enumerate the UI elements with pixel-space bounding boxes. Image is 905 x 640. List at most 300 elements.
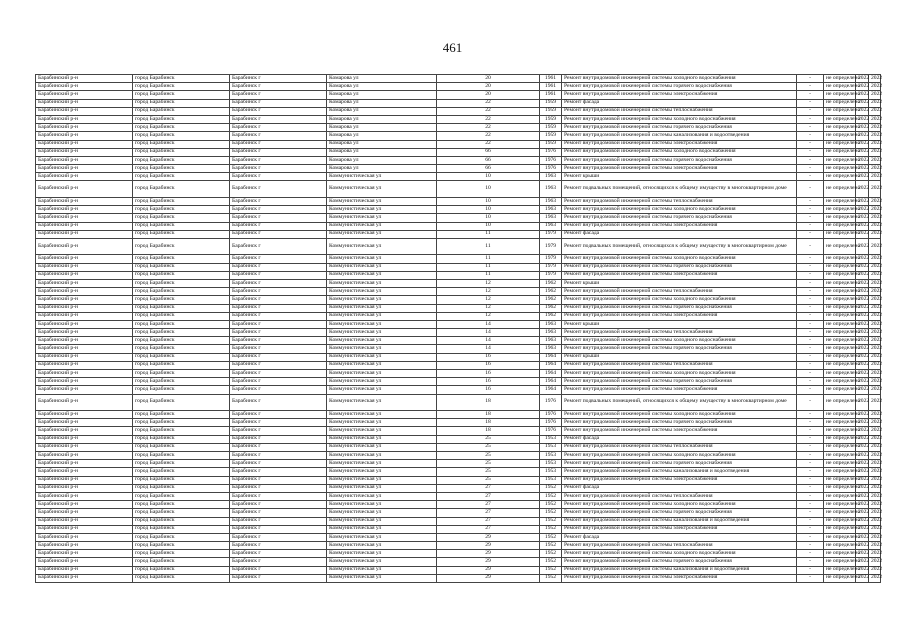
house-number-cell: 25 <box>437 443 540 451</box>
street-cell: Коммунистическая ул <box>327 181 437 198</box>
house-number-cell: 22 <box>437 140 540 148</box>
dash-cell: - <box>797 99 824 107</box>
work-type-cell: Ремонт внутридомовой инженерной системы горячего водоснабжения <box>562 124 797 132</box>
year-built-cell: 1961 <box>540 83 562 91</box>
settlement-cell: Барабинск г <box>230 492 327 500</box>
start-year-cell: 2022 <box>856 115 869 123</box>
settlement-cell: Барабинск г <box>230 288 327 296</box>
district-cell: Барабинский р-н <box>36 468 133 476</box>
settlement-cell: Барабинск г <box>230 173 327 181</box>
district-cell: Барабинский р-н <box>36 484 133 492</box>
end-year-cell: 2022 <box>869 124 881 132</box>
year-built-cell: 1963 <box>540 337 562 345</box>
street-cell: Коммунистическая ул <box>327 452 437 460</box>
house-number-cell: 10 <box>437 197 540 205</box>
end-year-cell: 2022 <box>869 214 881 222</box>
work-type-cell: Ремонт крыши <box>562 279 797 287</box>
district-cell: Барабинский р-н <box>36 427 133 435</box>
dash-cell: - <box>797 550 824 558</box>
house-number-cell: 29 <box>437 542 540 550</box>
district-cell: Барабинский р-н <box>36 304 133 312</box>
start-year-cell: 2022 <box>856 279 869 287</box>
dash-cell: - <box>797 288 824 296</box>
house-number-cell: 27 <box>437 492 540 500</box>
district-cell: Барабинский р-н <box>36 156 133 164</box>
work-type-cell: Ремонт внутридомовой инженерной системы электроснабжения <box>562 574 797 582</box>
cost-cell: не определено <box>824 75 856 83</box>
end-year-cell: 2022 <box>869 296 881 304</box>
street-cell: Коммунистическая ул <box>327 337 437 345</box>
cost-cell: не определено <box>824 320 856 328</box>
dash-cell: - <box>797 484 824 492</box>
street-cell: Комарова ул <box>327 124 437 132</box>
settlement-cell: Барабинск г <box>230 255 327 263</box>
municipality-cell: город Барабинск <box>133 124 230 132</box>
municipality-cell: город Барабинск <box>133 197 230 205</box>
street-cell: Комарова ул <box>327 91 437 99</box>
dash-cell: - <box>797 353 824 361</box>
district-cell: Барабинский р-н <box>36 460 133 468</box>
end-year-cell: 2022 <box>869 533 881 541</box>
street-cell: Коммунистическая ул <box>327 238 437 255</box>
cost-cell: не определено <box>824 197 856 205</box>
settlement-cell: Барабинск г <box>230 566 327 574</box>
settlement-cell: Барабинск г <box>230 107 327 115</box>
street-cell: Коммунистическая ул <box>327 492 437 500</box>
settlement-cell: Барабинск г <box>230 509 327 517</box>
municipality-cell: город Барабинск <box>133 427 230 435</box>
table-row <box>36 452 881 460</box>
end-year-cell: 2022 <box>869 337 881 345</box>
house-number-cell: 27 <box>437 509 540 517</box>
end-year-cell: 2022 <box>869 361 881 369</box>
start-year-cell: 2022 <box>856 99 869 107</box>
house-number-cell: 14 <box>437 329 540 337</box>
start-year-cell: 2022 <box>856 427 869 435</box>
district-cell: Барабинский р-н <box>36 107 133 115</box>
district-cell: Барабинский р-н <box>36 255 133 263</box>
house-number-cell: 27 <box>437 517 540 525</box>
table-row <box>36 550 881 558</box>
district-cell: Барабинский р-н <box>36 148 133 156</box>
end-year-cell: 2022 <box>869 173 881 181</box>
municipality-cell: город Барабинск <box>133 550 230 558</box>
year-built-cell: 1952 <box>540 484 562 492</box>
cost-cell: не определено <box>824 550 856 558</box>
settlement-cell: Барабинск г <box>230 83 327 91</box>
house-number-cell: 25 <box>437 460 540 468</box>
settlement-cell: Барабинск г <box>230 443 327 451</box>
dash-cell: - <box>797 394 824 411</box>
start-year-cell: 2022 <box>856 312 869 320</box>
table-row <box>36 304 881 312</box>
cost-cell: не определено <box>824 394 856 411</box>
dash-cell: - <box>797 460 824 468</box>
district-cell: Барабинский р-н <box>36 501 133 509</box>
settlement-cell: Барабинск г <box>230 337 327 345</box>
house-number-cell: 27 <box>437 501 540 509</box>
house-number-cell: 10 <box>437 173 540 181</box>
year-built-cell: 1952 <box>540 558 562 566</box>
municipality-cell: город Барабинск <box>133 468 230 476</box>
start-year-cell: 2022 <box>856 542 869 550</box>
year-built-cell: 1959 <box>540 107 562 115</box>
settlement-cell: Барабинск г <box>230 501 327 509</box>
municipality-cell: город Барабинск <box>133 296 230 304</box>
dash-cell: - <box>797 222 824 230</box>
district-cell: Барабинский р-н <box>36 337 133 345</box>
year-built-cell: 1952 <box>540 542 562 550</box>
street-cell: Коммунистическая ул <box>327 345 437 353</box>
table-row <box>36 542 881 550</box>
table-row <box>36 91 881 99</box>
street-cell: Комарова ул <box>327 165 437 173</box>
house-number-cell: 25 <box>437 476 540 484</box>
start-year-cell: 2022 <box>856 386 869 394</box>
end-year-cell: 2022 <box>869 460 881 468</box>
work-type-cell: Ремонт внутридомовой инженерной системы холодного водоснабжения <box>562 337 797 345</box>
table-body <box>36 75 881 583</box>
settlement-cell: Барабинск г <box>230 345 327 353</box>
district-cell: Барабинский р-н <box>36 492 133 500</box>
street-cell: Коммунистическая ул <box>327 222 437 230</box>
start-year-cell: 2022 <box>856 435 869 443</box>
start-year-cell: 2022 <box>856 222 869 230</box>
work-type-cell: Ремонт внутридомовой инженерной системы теплоснабжения <box>562 329 797 337</box>
work-type-cell: Ремонт внутридомовой инженерной системы горячего водоснабжения <box>562 214 797 222</box>
start-year-cell: 2022 <box>856 329 869 337</box>
street-cell: Коммунистическая ул <box>327 484 437 492</box>
house-number-cell: 14 <box>437 320 540 328</box>
work-type-cell: Ремонт внутридомовой инженерной системы теплоснабжения <box>562 288 797 296</box>
start-year-cell: 2022 <box>856 173 869 181</box>
start-year-cell: 2022 <box>856 165 869 173</box>
table-row <box>36 181 881 198</box>
cost-cell: не определено <box>824 173 856 181</box>
work-type-cell: Ремонт внутридомовой инженерной системы горячего водоснабжения <box>562 509 797 517</box>
district-cell: Барабинский р-н <box>36 214 133 222</box>
start-year-cell: 2022 <box>856 525 869 533</box>
municipality-cell: город Барабинск <box>133 443 230 451</box>
cost-cell: не определено <box>824 443 856 451</box>
table-row <box>36 140 881 148</box>
district-cell: Барабинский р-н <box>36 386 133 394</box>
end-year-cell: 2022 <box>869 501 881 509</box>
cost-cell: не определено <box>824 337 856 345</box>
municipality-cell: город Барабинск <box>133 132 230 140</box>
work-type-cell: Ремонт внутридомовой инженерной системы холодного водоснабжения <box>562 452 797 460</box>
district-cell: Барабинский р-н <box>36 206 133 214</box>
work-type-cell: Ремонт внутридомовой инженерной системы холодного водоснабжения <box>562 501 797 509</box>
year-built-cell: 1953 <box>540 460 562 468</box>
table-row <box>36 115 881 123</box>
house-number-cell: 16 <box>437 361 540 369</box>
street-cell: Коммунистическая ул <box>327 386 437 394</box>
municipality-cell: город Барабинск <box>133 83 230 91</box>
settlement-cell: Барабинск г <box>230 91 327 99</box>
dash-cell: - <box>797 91 824 99</box>
municipality-cell: город Барабинск <box>133 558 230 566</box>
settlement-cell: Барабинск г <box>230 452 327 460</box>
start-year-cell: 2022 <box>856 492 869 500</box>
table-row <box>36 238 881 255</box>
dash-cell: - <box>797 427 824 435</box>
end-year-cell: 2022 <box>869 83 881 91</box>
start-year-cell: 2022 <box>856 288 869 296</box>
cost-cell: не определено <box>824 460 856 468</box>
cost-cell: не определено <box>824 427 856 435</box>
table-row <box>36 361 881 369</box>
cost-cell: не определено <box>824 288 856 296</box>
house-number-cell: 66 <box>437 165 540 173</box>
cost-cell: не определено <box>824 361 856 369</box>
cost-cell: не определено <box>824 165 856 173</box>
year-built-cell: 1959 <box>540 140 562 148</box>
district-cell: Барабинский р-н <box>36 263 133 271</box>
cost-cell: не определено <box>824 419 856 427</box>
municipality-cell: город Барабинск <box>133 378 230 386</box>
street-cell: Коммунистическая ул <box>327 361 437 369</box>
settlement-cell: Барабинск г <box>230 124 327 132</box>
settlement-cell: Барабинск г <box>230 214 327 222</box>
year-built-cell: 1964 <box>540 361 562 369</box>
work-type-cell: Ремонт внутридомовой инженерной системы канализования и водоотведения <box>562 468 797 476</box>
start-year-cell: 2022 <box>856 566 869 574</box>
dash-cell: - <box>797 132 824 140</box>
end-year-cell: 2022 <box>869 329 881 337</box>
dash-cell: - <box>797 271 824 279</box>
house-number-cell: 22 <box>437 124 540 132</box>
start-year-cell: 2022 <box>856 181 869 198</box>
cost-cell: не определено <box>824 115 856 123</box>
table-row <box>36 124 881 132</box>
year-built-cell: 1976 <box>540 419 562 427</box>
dash-cell: - <box>797 337 824 345</box>
municipality-cell: город Барабинск <box>133 107 230 115</box>
settlement-cell: Барабинск г <box>230 550 327 558</box>
settlement-cell: Барабинск г <box>230 279 327 287</box>
house-number-cell: 10 <box>437 222 540 230</box>
settlement-cell: Барабинск г <box>230 394 327 411</box>
cost-cell: не определено <box>824 345 856 353</box>
street-cell: Коммунистическая ул <box>327 370 437 378</box>
dash-cell: - <box>797 542 824 550</box>
dash-cell: - <box>797 501 824 509</box>
work-type-cell: Ремонт внутридомовой инженерной системы холодного водоснабжения <box>562 255 797 263</box>
district-cell: Барабинский р-н <box>36 165 133 173</box>
end-year-cell: 2022 <box>869 525 881 533</box>
year-built-cell: 1979 <box>540 230 562 238</box>
year-built-cell: 1962 <box>540 304 562 312</box>
house-number-cell: 18 <box>437 394 540 411</box>
dash-cell: - <box>797 370 824 378</box>
start-year-cell: 2022 <box>856 558 869 566</box>
work-type-cell: Ремонт внутридомовой инженерной системы электроснабжения <box>562 525 797 533</box>
start-year-cell: 2022 <box>856 394 869 411</box>
table-row <box>36 148 881 156</box>
year-built-cell: 1952 <box>540 517 562 525</box>
cost-cell: не определено <box>824 574 856 582</box>
settlement-cell: Барабинск г <box>230 468 327 476</box>
work-type-cell: Ремонт внутридомовой инженерной системы горячего водоснабжения <box>562 263 797 271</box>
table-row <box>36 156 881 164</box>
street-cell: Коммунистическая ул <box>327 476 437 484</box>
cost-cell: не определено <box>824 386 856 394</box>
house-number-cell: 11 <box>437 230 540 238</box>
house-number-cell: 12 <box>437 279 540 287</box>
work-type-cell: Ремонт подвальных помещений, относящихся к общему имуществу в многоквартирном доме <box>562 394 797 411</box>
settlement-cell: Барабинск г <box>230 132 327 140</box>
house-number-cell: 25 <box>437 468 540 476</box>
house-number-cell: 10 <box>437 206 540 214</box>
district-cell: Барабинский р-н <box>36 296 133 304</box>
year-built-cell: 1952 <box>540 525 562 533</box>
street-cell: Коммунистическая ул <box>327 509 437 517</box>
start-year-cell: 2022 <box>856 370 869 378</box>
end-year-cell: 2022 <box>869 443 881 451</box>
house-number-cell: 25 <box>437 452 540 460</box>
work-type-cell: Ремонт подвальных помещений, относящихся к общему имуществу в многоквартирном доме <box>562 181 797 198</box>
year-built-cell: 1953 <box>540 468 562 476</box>
work-type-cell: Ремонт внутридомовой инженерной системы холодного водоснабжения <box>562 411 797 419</box>
municipality-cell: город Барабинск <box>133 435 230 443</box>
street-cell: Коммунистическая ул <box>327 435 437 443</box>
table-row <box>36 525 881 533</box>
cost-cell: не определено <box>824 484 856 492</box>
municipality-cell: город Барабинск <box>133 91 230 99</box>
start-year-cell: 2022 <box>856 468 869 476</box>
work-type-cell: Ремонт внутридомовой инженерной системы теплоснабжения <box>562 443 797 451</box>
house-number-cell: 18 <box>437 419 540 427</box>
settlement-cell: Барабинск г <box>230 263 327 271</box>
dash-cell: - <box>797 517 824 525</box>
district-cell: Барабинский р-н <box>36 312 133 320</box>
house-number-cell: 12 <box>437 312 540 320</box>
municipality-cell: город Барабинск <box>133 312 230 320</box>
settlement-cell: Барабинск г <box>230 238 327 255</box>
end-year-cell: 2022 <box>869 107 881 115</box>
street-cell: Коммунистическая ул <box>327 255 437 263</box>
municipality-cell: город Барабинск <box>133 288 230 296</box>
year-built-cell: 1959 <box>540 99 562 107</box>
table-row <box>36 370 881 378</box>
work-type-cell: Ремонт внутридомовой инженерной системы холодного водоснабжения <box>562 115 797 123</box>
year-built-cell: 1952 <box>540 509 562 517</box>
table-row <box>36 165 881 173</box>
year-built-cell: 1976 <box>540 411 562 419</box>
end-year-cell: 2022 <box>869 345 881 353</box>
dash-cell: - <box>797 492 824 500</box>
district-cell: Барабинский р-н <box>36 124 133 132</box>
dash-cell: - <box>797 320 824 328</box>
cost-cell: не определено <box>824 156 856 164</box>
settlement-cell: Барабинск г <box>230 99 327 107</box>
house-number-cell: 16 <box>437 386 540 394</box>
year-built-cell: 1963 <box>540 329 562 337</box>
settlement-cell: Барабинск г <box>230 140 327 148</box>
year-built-cell: 1964 <box>540 370 562 378</box>
municipality-cell: город Барабинск <box>133 492 230 500</box>
municipality-cell: город Барабинск <box>133 99 230 107</box>
house-number-cell: 18 <box>437 427 540 435</box>
settlement-cell: Барабинск г <box>230 476 327 484</box>
district-cell: Барабинский р-н <box>36 435 133 443</box>
municipality-cell: город Барабинск <box>133 574 230 582</box>
end-year-cell: 2022 <box>869 115 881 123</box>
street-cell: Коммунистическая ул <box>327 501 437 509</box>
end-year-cell: 2022 <box>869 419 881 427</box>
work-type-cell: Ремонт крыши <box>562 320 797 328</box>
start-year-cell: 2022 <box>856 476 869 484</box>
end-year-cell: 2022 <box>869 386 881 394</box>
street-cell: Коммунистическая ул <box>327 304 437 312</box>
street-cell: Комарова ул <box>327 132 437 140</box>
year-built-cell: 1963 <box>540 214 562 222</box>
district-cell: Барабинский р-н <box>36 378 133 386</box>
work-type-cell: Ремонт внутридомовой инженерной системы холодного водоснабжения <box>562 206 797 214</box>
district-cell: Барабинский р-н <box>36 517 133 525</box>
cost-cell: не определено <box>824 206 856 214</box>
dash-cell: - <box>797 419 824 427</box>
start-year-cell: 2022 <box>856 353 869 361</box>
year-built-cell: 1979 <box>540 263 562 271</box>
start-year-cell: 2022 <box>856 345 869 353</box>
street-cell: Коммунистическая ул <box>327 558 437 566</box>
settlement-cell: Барабинск г <box>230 271 327 279</box>
end-year-cell: 2022 <box>869 370 881 378</box>
end-year-cell: 2022 <box>869 140 881 148</box>
start-year-cell: 2022 <box>856 443 869 451</box>
street-cell: Коммунистическая ул <box>327 419 437 427</box>
work-type-cell: Ремонт внутридомовой инженерной системы электроснабжения <box>562 386 797 394</box>
cost-cell: не определено <box>824 107 856 115</box>
street-cell: Коммунистическая ул <box>327 542 437 550</box>
street-cell: Комарова ул <box>327 99 437 107</box>
end-year-cell: 2022 <box>869 353 881 361</box>
table-row <box>36 533 881 541</box>
district-cell: Барабинский р-н <box>36 271 133 279</box>
street-cell: Коммунистическая ул <box>327 517 437 525</box>
work-type-cell: Ремонт внутридомовой инженерной системы теплоснабжения <box>562 542 797 550</box>
year-built-cell: 1959 <box>540 132 562 140</box>
end-year-cell: 2022 <box>869 148 881 156</box>
table-row <box>36 230 881 238</box>
start-year-cell: 2022 <box>856 460 869 468</box>
year-built-cell: 1976 <box>540 165 562 173</box>
year-built-cell: 1961 <box>540 91 562 99</box>
dash-cell: - <box>797 124 824 132</box>
year-built-cell: 1952 <box>540 566 562 574</box>
end-year-cell: 2022 <box>869 165 881 173</box>
street-cell: Коммунистическая ул <box>327 206 437 214</box>
end-year-cell: 2022 <box>869 279 881 287</box>
year-built-cell: 1962 <box>540 279 562 287</box>
district-cell: Барабинский р-н <box>36 394 133 411</box>
cost-cell: не определено <box>824 296 856 304</box>
work-type-cell: Ремонт подвальных помещений, относящихся к общему имуществу в многоквартирном доме <box>562 238 797 255</box>
table-row <box>36 214 881 222</box>
house-number-cell: 16 <box>437 378 540 386</box>
street-cell: Коммунистическая ул <box>327 378 437 386</box>
house-number-cell: 10 <box>437 214 540 222</box>
dash-cell: - <box>797 296 824 304</box>
dash-cell: - <box>797 107 824 115</box>
settlement-cell: Барабинск г <box>230 304 327 312</box>
house-number-cell: 14 <box>437 337 540 345</box>
settlement-cell: Барабинск г <box>230 378 327 386</box>
end-year-cell: 2022 <box>869 411 881 419</box>
settlement-cell: Барабинск г <box>230 230 327 238</box>
